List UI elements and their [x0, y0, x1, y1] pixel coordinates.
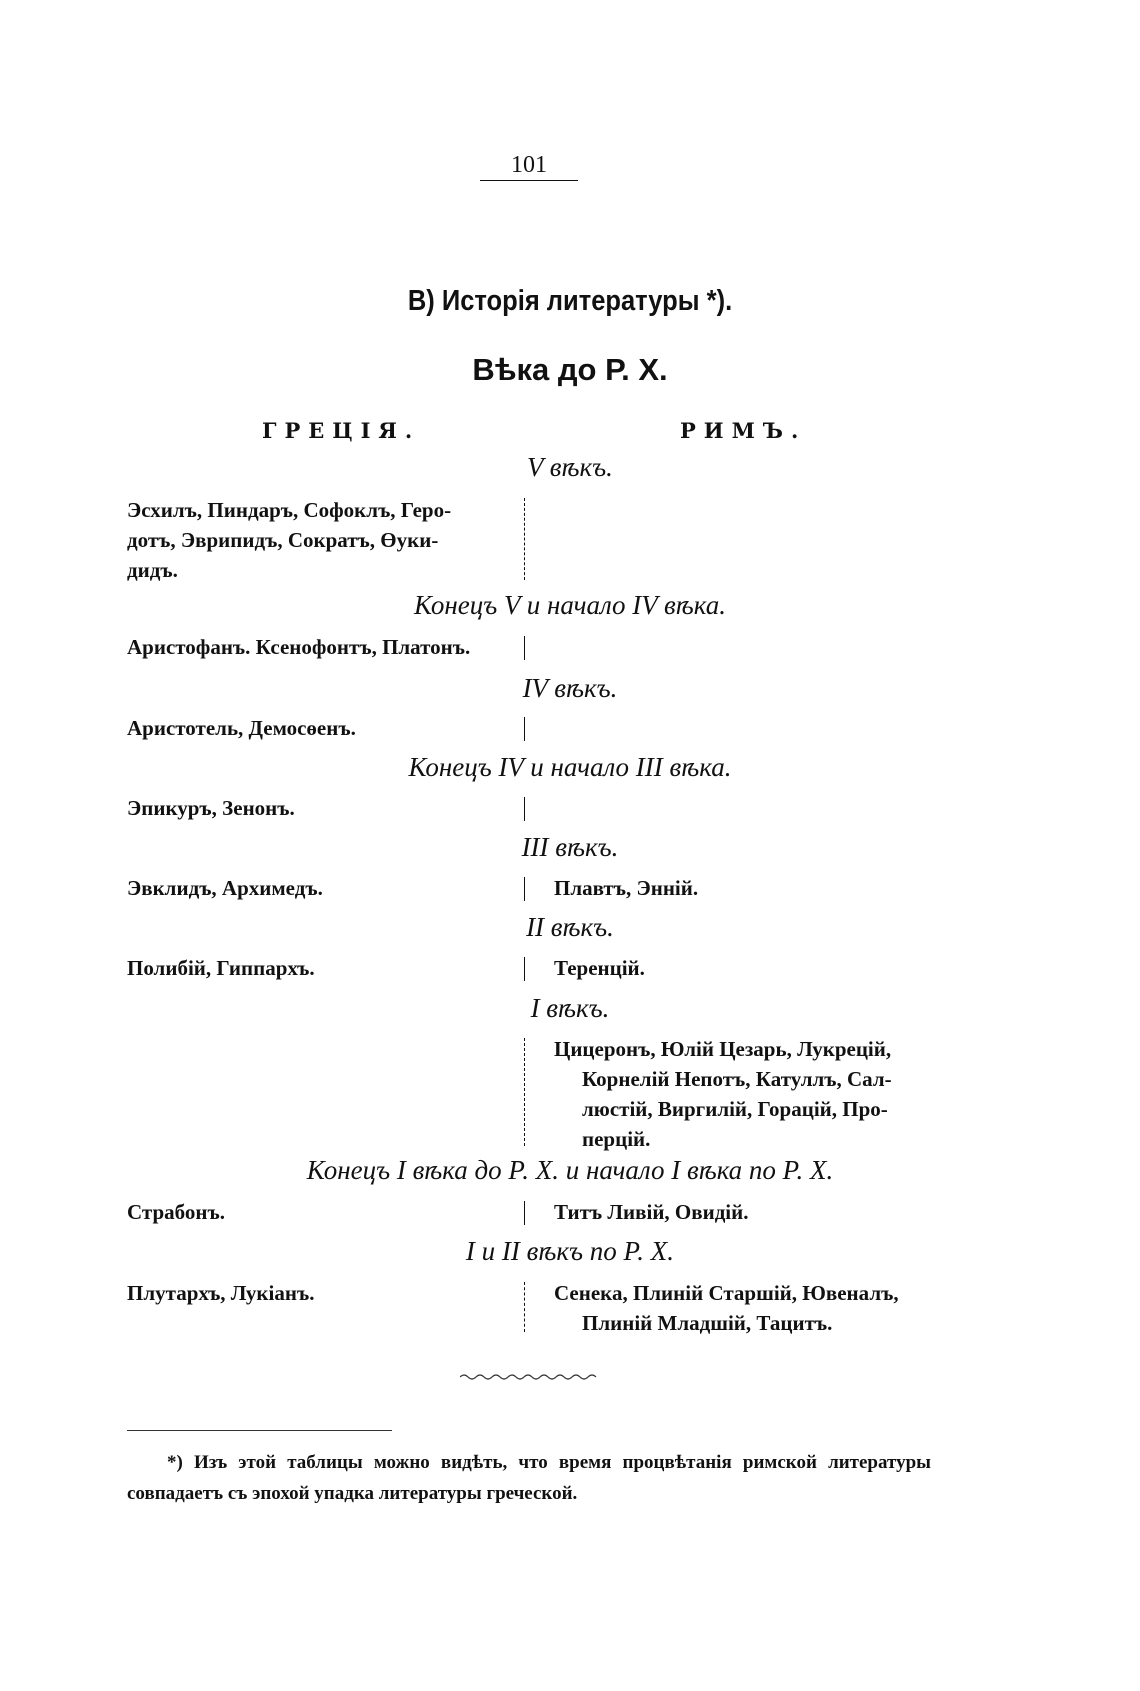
- decorative-separator: [460, 1372, 598, 1382]
- text-line: люстій, Виргилій, Горацій, Про-: [582, 1097, 888, 1121]
- column-divider: [524, 797, 525, 821]
- greece-entry: Эпикуръ, Зенонъ.: [127, 796, 295, 820]
- text-line: Сенека, Плиній Старшій, Ювеналъ,: [554, 1281, 899, 1305]
- period-title: II вѣкъ.: [526, 912, 614, 942]
- text-line: Эсхилъ, Пиндаръ, Софоклъ, Геро-: [127, 498, 452, 522]
- greece-entry: [127, 495, 451, 585]
- period-title: V вѣкъ.: [527, 452, 613, 482]
- column-heading-rome: РИМЪ.: [680, 418, 807, 443]
- column-divider: [524, 957, 525, 981]
- footnote-rule: [127, 1430, 392, 1431]
- period-title: IV вѣкъ.: [522, 673, 618, 703]
- rome-entry: Плавтъ, Энній.: [554, 876, 699, 900]
- text-line: дидъ.: [127, 558, 178, 582]
- column-divider: [524, 717, 525, 741]
- column-divider: [524, 1201, 525, 1225]
- column-divider: [524, 877, 525, 901]
- greece-entry: Аристофанъ. Ксенофонтъ, Платонъ.: [127, 635, 471, 659]
- period-title: Конецъ V и начало IV вѣка.: [413, 590, 726, 620]
- column-divider: [524, 636, 525, 660]
- greece-entry: Полибій, Гиппархъ.: [127, 956, 315, 980]
- period-title: Конецъ IV и начало III вѣка.: [408, 752, 732, 782]
- text-line: Корнелій Непотъ, Катуллъ, Сал-: [582, 1067, 892, 1091]
- section-title: В) Исторія литературы *).: [407, 285, 733, 317]
- rome-entry: Титъ Ливій, Овидій.: [554, 1200, 749, 1224]
- era-title: Вѣка до Р. Х.: [472, 352, 668, 387]
- text-line: Плиній Младшій, Тацитъ.: [582, 1311, 833, 1335]
- column-divider: [524, 1282, 525, 1332]
- text-line: Цицеронъ, Юлій Цезарь, Лукрецій,: [554, 1037, 892, 1061]
- text-line: перцій.: [582, 1127, 651, 1151]
- rome-entry: [554, 1278, 899, 1338]
- greece-entry: Страбонъ.: [127, 1200, 225, 1224]
- period-title: I и II вѣкъ по Р. Х.: [465, 1236, 675, 1266]
- footnote: [127, 1447, 931, 1509]
- greece-entry: Аристотель, Демосөенъ.: [127, 716, 356, 740]
- footnote-text: *) Изъ этой таблицы можно видѣть, что время процвѣтанія римской литературы совпадаетъ съ эпохой упадка литературы греческой.: [127, 1452, 931, 1504]
- column-divider: [524, 1038, 525, 1146]
- column-heading-greece: ГРЕЦІЯ.: [262, 418, 421, 443]
- greece-entry: Плутархъ, Лукіанъ.: [127, 1281, 315, 1305]
- rome-entry: [554, 1034, 892, 1154]
- column-divider: [524, 498, 525, 580]
- text-line: дотъ, Эврипидъ, Сократъ, Өуки-: [127, 528, 439, 552]
- period-title: I вѣкъ.: [530, 993, 610, 1023]
- page-number: 101: [480, 150, 578, 181]
- rome-entry: Теренцій.: [554, 956, 645, 980]
- period-title: III вѣкъ.: [521, 832, 619, 862]
- greece-entry: Эвклидъ, Архимедъ.: [127, 876, 323, 900]
- period-title: Конецъ I вѣка до Р. Х. и начало I вѣка по Р. Х.: [306, 1155, 834, 1185]
